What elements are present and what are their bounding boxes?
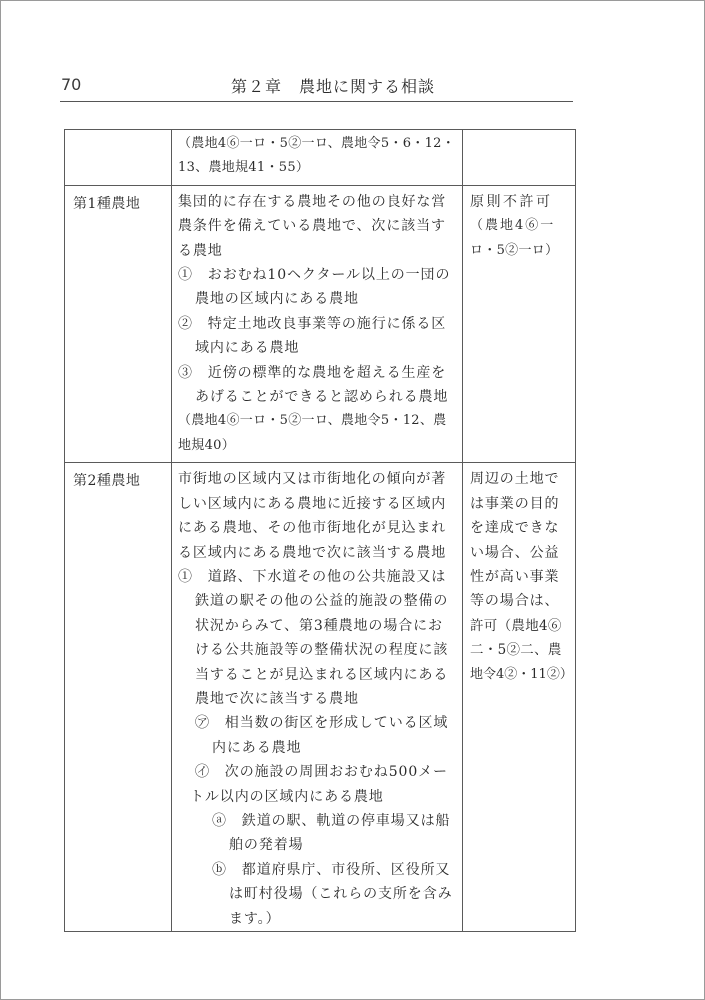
permission-line: を達成できな <box>470 520 560 537</box>
chapter-title: 第２章 農地に関する相談 <box>231 77 436 96</box>
category-cell <box>65 130 172 186</box>
table-row-continued <box>65 130 576 186</box>
permission-cell <box>463 463 576 932</box>
requirement-subsubitem-cont: は町村役場（これらの支所を含み <box>229 886 453 903</box>
requirement-item-cont: 鉄道の駅その他の公益的施設の整備の <box>195 593 449 610</box>
header-rule <box>60 101 573 102</box>
requirement-line: 市街地の区域内又は市街地化の傾向が著 <box>178 471 447 488</box>
permission-line: 等の場合は、 <box>470 593 560 610</box>
requirement-cell <box>172 130 463 186</box>
farmland-classification-table <box>64 129 576 932</box>
category-label: 第1種農地 <box>73 195 141 212</box>
requirement-line: る農地 <box>178 242 223 259</box>
requirement-item-cont: 域内にある農地 <box>195 340 300 357</box>
permission-line: 地令4②・11②） <box>470 666 573 682</box>
permission-line: 周辺の土地で <box>470 471 560 488</box>
requirement-item: ③ 近傍の標準的な農地を超える生産を <box>178 364 447 381</box>
requirement-line: 集団的に存在する農地その他の良好な営 <box>178 193 447 210</box>
category-label: 第2種農地 <box>73 473 141 490</box>
requirement-line: にある農地、その他市街地化が見込まれ <box>178 520 447 537</box>
requirement-subsubitem: ⓐ 鉄道の駅、軌道の停車場又は船 <box>212 812 451 829</box>
requirement-subitem-cont: 内にある農地 <box>212 739 302 756</box>
requirement-subitem-cont: トル以内の区域内にある農地 <box>190 788 384 805</box>
permission-line: 許可（農地4⑥ <box>470 617 562 634</box>
permission-line: 二・5②二、農 <box>470 642 562 659</box>
category-cell <box>65 185 172 462</box>
requirement-item: ① 道路、下水道その他の公共施設又は <box>178 568 447 585</box>
requirement-item: ① おおむね10ヘクタール以上の一団の <box>178 267 451 284</box>
page-number: 70 <box>61 75 82 94</box>
permission-line: 原則不許可 <box>470 193 553 210</box>
legal-reference: （農地4⑥一ロ・5②一ロ、農地令5・6・12・ <box>178 136 456 151</box>
requirement-item-cont: 状況からみて、第3種農地の場合にお <box>195 617 443 634</box>
requirement-item-cont: 農地の区域内にある農地 <box>195 291 359 308</box>
page-header <box>61 75 573 101</box>
legal-reference: （農地4⑥一ロ・5②一ロ、農地令5・12、農 <box>178 413 447 429</box>
permission-line: は事業の目的 <box>470 495 560 512</box>
requirement-subitem: ㋑ 次の施設の周囲おおむね500メー <box>195 764 448 781</box>
permission-cell <box>463 185 576 462</box>
requirement-subitem: ㋐ 相当数の街区を形成している区域 <box>195 715 449 732</box>
category-cell <box>65 463 172 932</box>
requirement-subsubitem-cont: 舶の発着場 <box>229 837 304 854</box>
table-row-class1 <box>65 185 576 462</box>
requirement-item-cont: ける公共施設等の整備状況の程度に該 <box>195 642 449 659</box>
requirement-item: ② 特定土地改良事業等の施行に係る区 <box>178 315 447 332</box>
requirement-item-cont: 農地で次に該当する農地 <box>195 690 359 707</box>
requirement-cell <box>172 185 463 462</box>
requirement-item-cont: あげることができると認められる農地 <box>195 389 449 406</box>
permission-line: 性が高い事業 <box>470 568 560 585</box>
requirement-line: しい区域内にある農地に近接する区域内 <box>178 495 447 512</box>
table-row-class2 <box>65 463 576 932</box>
requirement-line: 農条件を備えている農地で、次に該当す <box>178 218 446 235</box>
requirement-line: る区域内にある農地で次に該当する農地 <box>178 544 447 561</box>
permission-cell <box>463 130 576 186</box>
requirement-item-cont: 当することが見込まれる区域内にある <box>195 666 449 683</box>
permission-line: （農地4⑥一 <box>470 218 556 234</box>
requirement-subsubitem-cont: ます。） <box>229 910 281 927</box>
requirement-subsubitem: ⓑ 都道府県庁、市役所、区役所又 <box>212 861 451 878</box>
legal-reference: 13、農地規41・55） <box>178 160 310 176</box>
permission-line: ロ・5②一ロ） <box>470 242 559 258</box>
permission-line: い場合、公益 <box>470 544 560 561</box>
legal-reference: 地規40） <box>178 437 236 453</box>
requirement-cell <box>172 463 463 932</box>
